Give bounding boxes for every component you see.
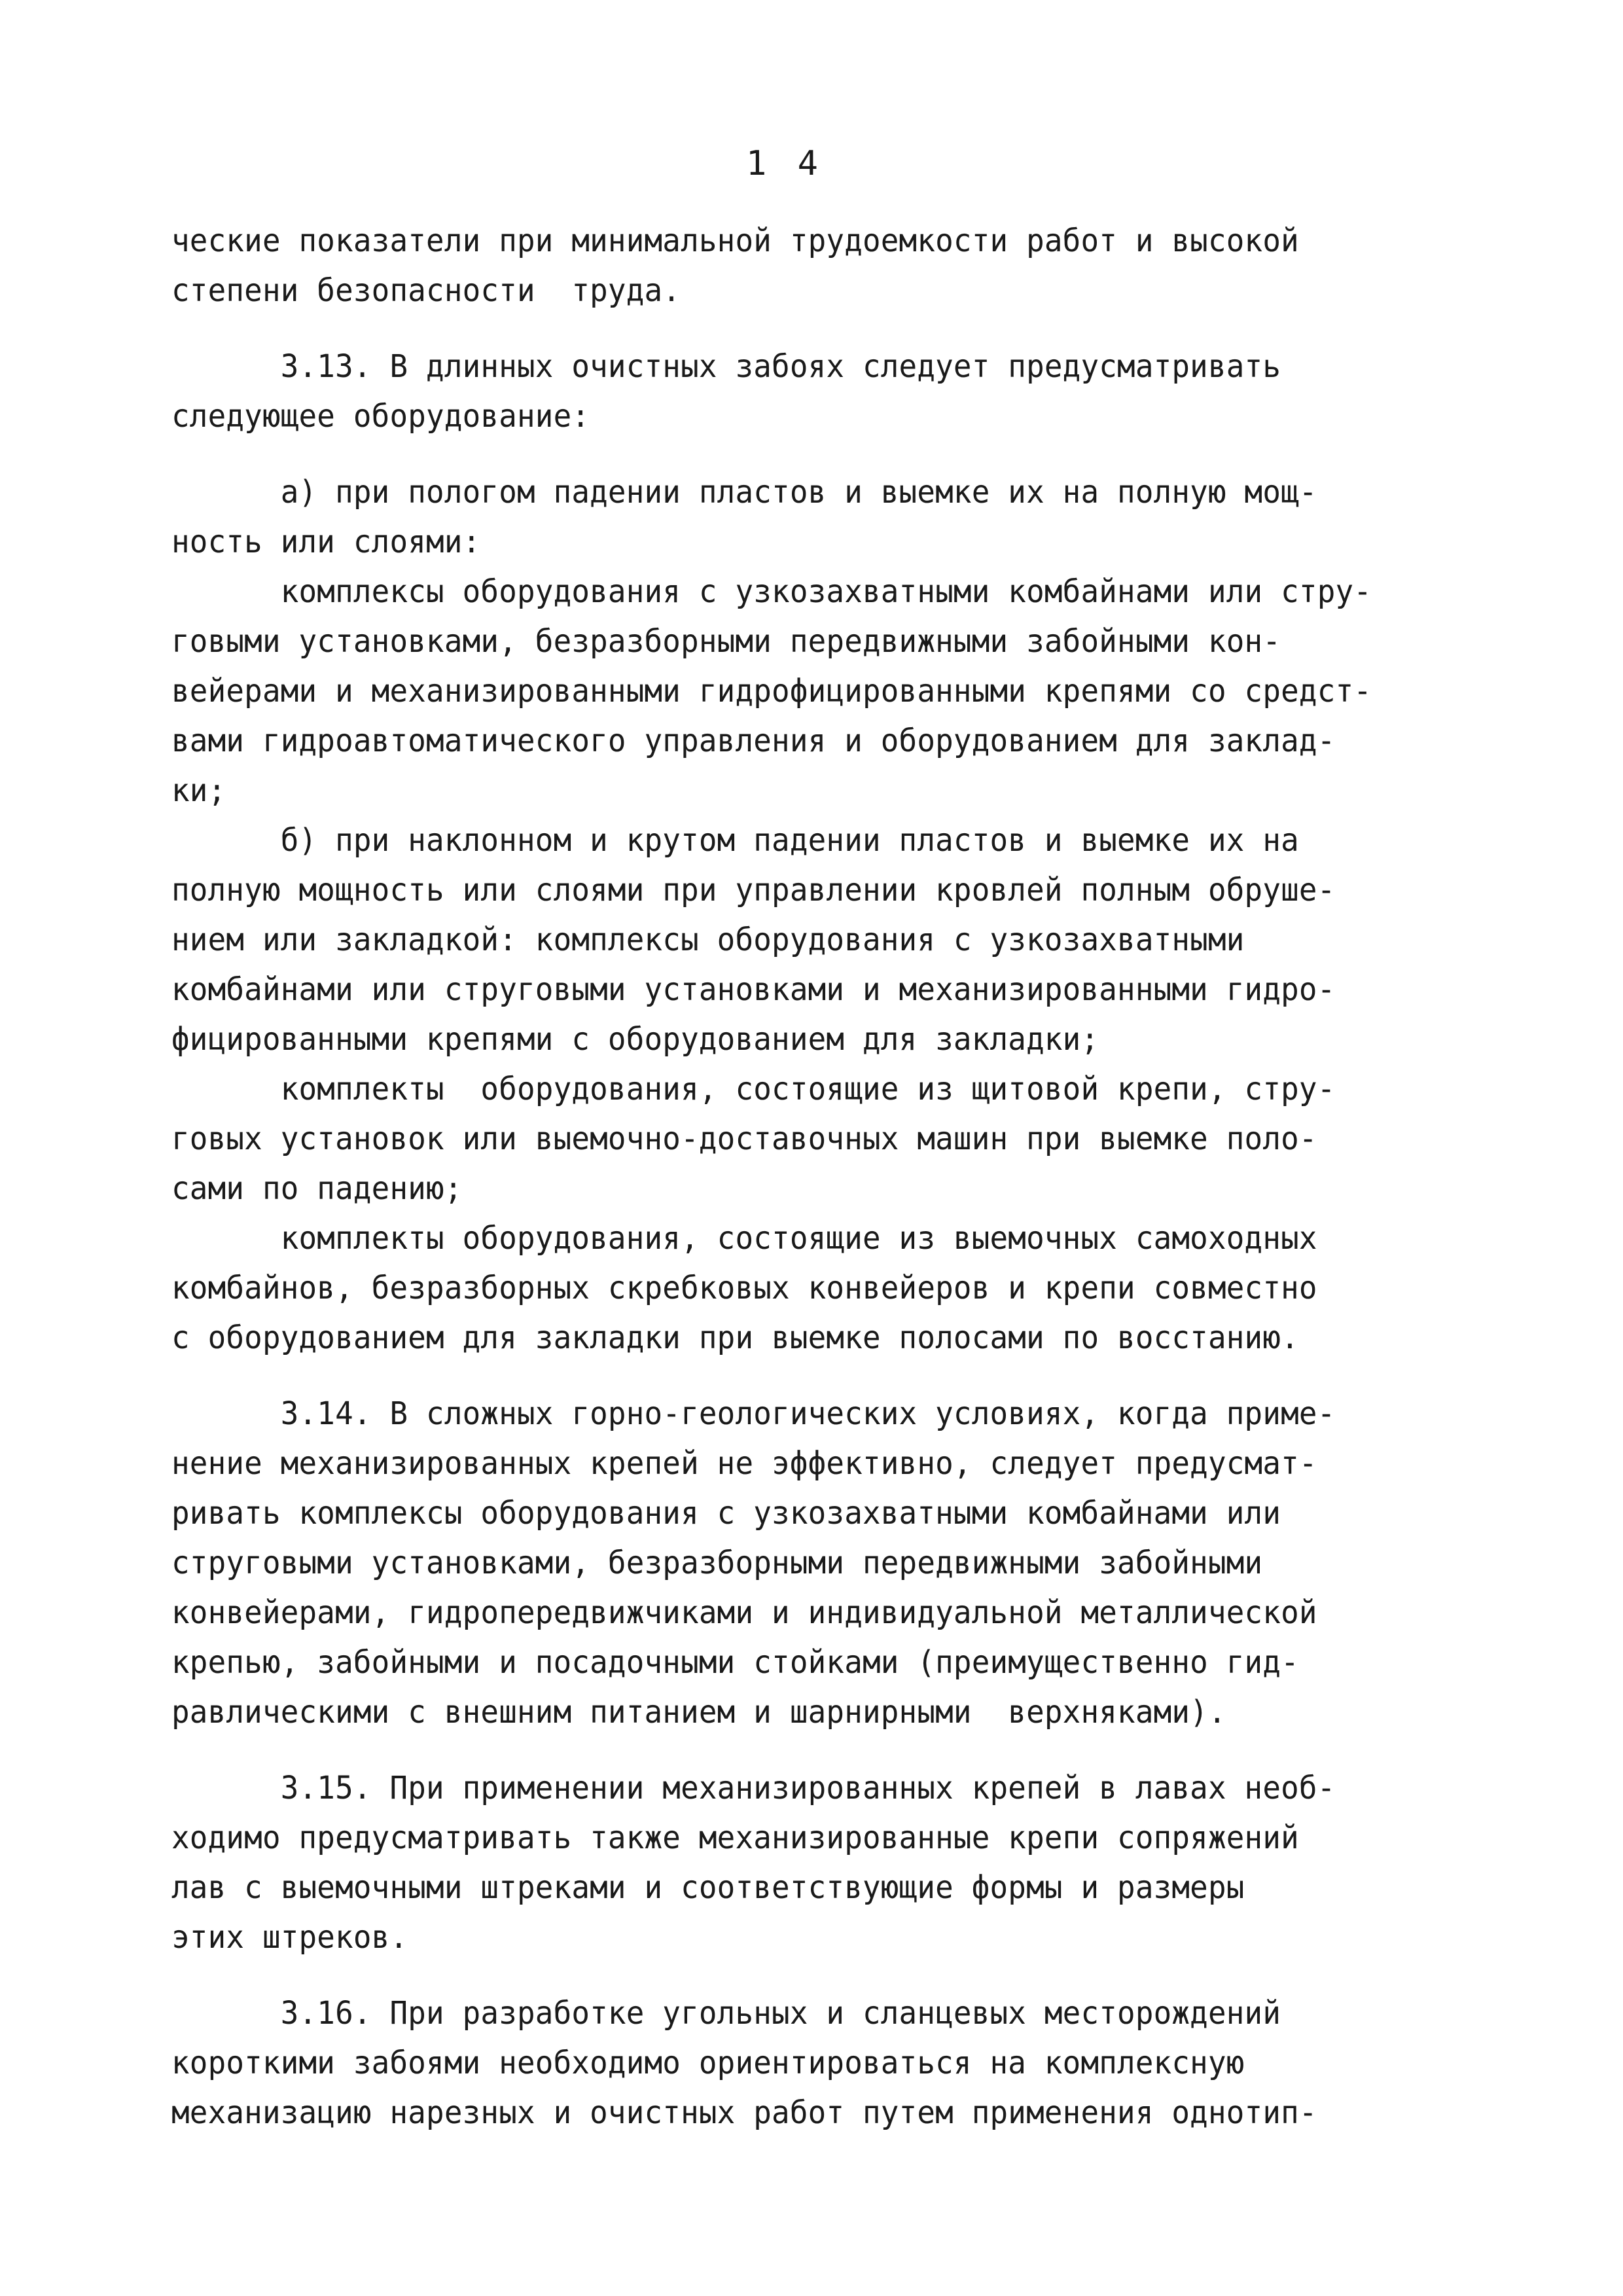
paragraph-gap <box>171 1363 1520 1389</box>
text-line: сами по падению; <box>171 1170 463 1207</box>
text-line: ходимо предусматривать также механизированные крепи сопряжений <box>171 1820 1299 1856</box>
page-number: 1 4 <box>746 144 823 183</box>
text-line: нение механизированных крепей не эффективно, следует предусмат- <box>171 1445 1317 1482</box>
text-line: говыми установками, безразборными передвижными забойными кон- <box>171 623 1281 660</box>
paragraph-gap <box>171 441 1520 467</box>
paragraph-gap <box>171 1737 1520 1763</box>
text-line: этих штреков. <box>171 1919 408 1956</box>
text-line: 3.16. При разработке угольных и сланцевых месторождений <box>171 1995 1281 2032</box>
text-line: равлическими с внешним питанием и шарнирными верхняками). <box>171 1694 1226 1731</box>
text-line: вами гидроавтоматического управления и оборудованием для заклад- <box>171 723 1336 759</box>
text-line: 3.15. При применении механизированных крепей в лавах необ- <box>171 1770 1336 1806</box>
text-line: комбайнами или струговыми установками и механизированными гидро- <box>171 971 1336 1008</box>
text-line: фицированными крепями с оборудованием для закладки; <box>171 1021 1099 1058</box>
text-line: 3.13. В длинных очистных забоях следует предусматривать <box>171 348 1281 385</box>
text-line: а) при пологом падении пластов и выемке их на полную мощ- <box>171 474 1317 511</box>
document-body <box>171 216 1520 2138</box>
text-line: комплекты оборудования, состоящие из щитовой крепи, стру- <box>171 1071 1336 1107</box>
text-line: комбайнов, безразборных скребковых конвейеров и крепи совместно <box>171 1270 1317 1306</box>
text-line: ность или слоями: <box>171 524 481 560</box>
text-line: крепью, забойными и посадочными стойками (преимущественно гид- <box>171 1644 1299 1681</box>
text-line: комплексы оборудования с узкозахватными комбайнами или стру- <box>171 573 1372 610</box>
text-line: ческие показатели при минимальной трудоемкости работ и высокой <box>171 223 1299 259</box>
text-line: полную мощность или слоями при управлении кровлей полным обруше- <box>171 872 1336 908</box>
text-line: струговыми установками, безразборными передвижными забойными <box>171 1545 1263 1581</box>
text-line: вейерами и механизированными гидрофицированными крепями со средст- <box>171 673 1372 709</box>
text-line: говых установок или выемочно-доставочных машин при выемке поло- <box>171 1121 1317 1157</box>
text-line: б) при наклонном и крутом падении пластов и выемке их на <box>171 822 1299 859</box>
text-line: механизацию нарезных и очистных работ путем применения однотип- <box>171 2094 1317 2131</box>
text-line: ривать комплексы оборудования с узкозахватными комбайнами или <box>171 1495 1281 1532</box>
text-line: следующее оборудование: <box>171 398 590 435</box>
text-line: нием или закладкой: комплексы оборудования с узкозахватными <box>171 922 1245 958</box>
text-line: с оборудованием для закладки при выемке полосами по восстанию. <box>171 1319 1299 1356</box>
text-line: 3.14. В сложных горно-геологических условиях, когда приме- <box>171 1395 1336 1432</box>
paragraph-gap <box>171 315 1520 342</box>
text-line: короткими забоями необходимо ориентироваться на комплексную <box>171 2045 1245 2081</box>
text-line: комплекты оборудования, состоящие из выемочных самоходных <box>171 1220 1317 1257</box>
text-line: лав с выемочными штреками и соответствующие формы и размеры <box>171 1869 1245 1906</box>
text-line: ки; <box>171 772 226 809</box>
text-line: степени безопасности труда. <box>171 272 681 309</box>
text-line: конвейерами, гидропередвижчиками и индивидуальной металлической <box>171 1594 1317 1631</box>
paragraph-gap <box>171 1962 1520 1988</box>
